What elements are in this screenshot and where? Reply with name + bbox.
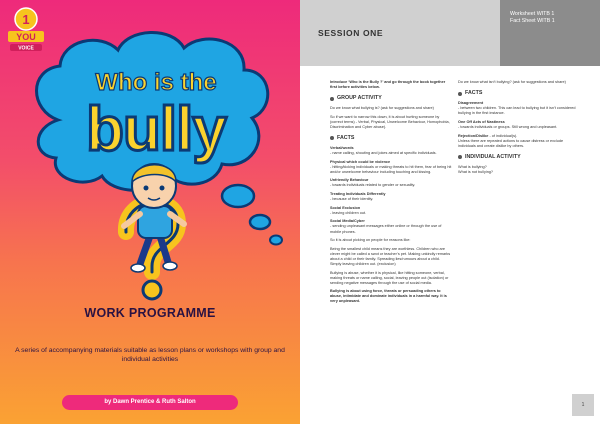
facts-heading-left: FACTS: [330, 135, 452, 142]
bullet-icon: [458, 155, 462, 159]
intro-text: Introduce ‘Who is the Bully ?’ and go through the book together first before activities below.: [330, 80, 446, 90]
logo-you: YOU: [16, 32, 36, 42]
fact-disagreement: Disagreement - between two children. This can lead to bullying but it isn’t considered bullying in the first instance.: [458, 101, 576, 116]
group-paragraph-1: Do we know what bullying is? (ask for suggestions and share): [330, 106, 434, 111]
worksheet-header: [300, 0, 600, 66]
question-dot: [143, 281, 161, 299]
thought-bubble: [270, 236, 282, 245]
fact-social-media: Social Media/Cyber - sending unpleasant messages either online or through the use of mobile phones.: [330, 219, 442, 234]
worksheet-reference-box: [500, 0, 600, 66]
bullying-closing-text: Bullying is about using force, threats or persuading others to abuse, intimidate and dominate individuals in a harmful way. It is very unpleasant.: [330, 289, 447, 304]
fact-one-off: One Off Acts of Nastiness - towards individuals or groups. Still wrong and unpleasant.: [458, 119, 558, 129]
thought-bubble: [250, 215, 270, 229]
bullet-icon: [330, 136, 334, 140]
bullet-icon: [330, 97, 334, 101]
logo-number: 1: [22, 12, 30, 27]
picking-text: So it is about picking on people for reasons like:: [330, 238, 411, 243]
authors-badge: by Dawn Prentice & Ruth Salton: [62, 395, 238, 410]
youvoice-logo: [5, 6, 47, 54]
thought-bubble: [222, 185, 254, 207]
worksheet-ref: Worksheet WITB 1: [510, 11, 555, 17]
cover-title-bully: bully: [86, 95, 226, 164]
reasons-text: Being the smallest child means they are worthless. Children who are clever might be called a swot or teacher’s pet. Making unkindly remarks about a child or their family. Spreading lies/rumours about a child. Simply leaving children out. (exclusion): [330, 246, 451, 266]
bullet-icon: [458, 92, 462, 96]
fact-unfriendly: Unfriendly Behaviour - towards individuals related to gender or sexuality.: [330, 178, 416, 188]
session-title: SESSION ONE: [318, 28, 384, 38]
bullying-is-text: Bullying is abuse, whether it is physical, like hitting someone, verbal, making threats or name calling, social, leaving people out (isolation) or sending negative messages through the use of social media.: [330, 270, 449, 285]
worksheet-right-column: [458, 80, 580, 178]
factsheet-ref: Fact Sheet WITB 1: [510, 17, 555, 24]
logo-voice: VOICE: [18, 45, 34, 52]
worksheet-page: [300, 0, 600, 424]
page-number: 1: [572, 394, 594, 416]
individual-activity-heading: INDIVIDUAL ACTIVITY: [458, 154, 580, 161]
fact-physical: Physical which could be violence - hitting/kicking individuals or making threats to hit them, fear of being hit and/or unwelcome behaviour including touching and kissing.: [330, 159, 452, 174]
worksheet-left-column: [330, 80, 452, 308]
facts-heading-right: FACTS: [458, 90, 580, 97]
work-programme-title: WORK PROGRAMME: [84, 306, 216, 320]
cover-description: A series of accompanying materials suitable as lesson plans or workshops with group and individual activities: [15, 347, 285, 364]
fact-treating: Treating Individuals Differently - because of their identity.: [330, 192, 386, 202]
not-bullying-question: Do we know what isn’t bullying? (ask for suggestions and share): [458, 80, 566, 84]
fact-verbal: Verbal/words - name calling, shouting and jokes aimed at specific individuals.: [330, 145, 437, 155]
fact-exclusion: Social Exclusion - leaving children out.: [330, 205, 367, 215]
group-paragraph-2: So if we want to narrow this down, it is about hurting someone by (correct terms) - Verbal, Physical, Unwelcome Behaviour, Homophobia, Discrimination and Cyber abuse).: [330, 114, 450, 129]
fact-rejection: Rejection/Dislike - of individual(s). Unless there are repeated actions to cause distress or exclude individuals and create dislike by others.: [458, 133, 564, 148]
group-activity-heading: GROUP ACTIVITY: [330, 95, 452, 102]
cover-title-line1: Who is the: [95, 69, 217, 96]
individual-questions: What is bullying? What is not bullying?: [458, 164, 494, 174]
